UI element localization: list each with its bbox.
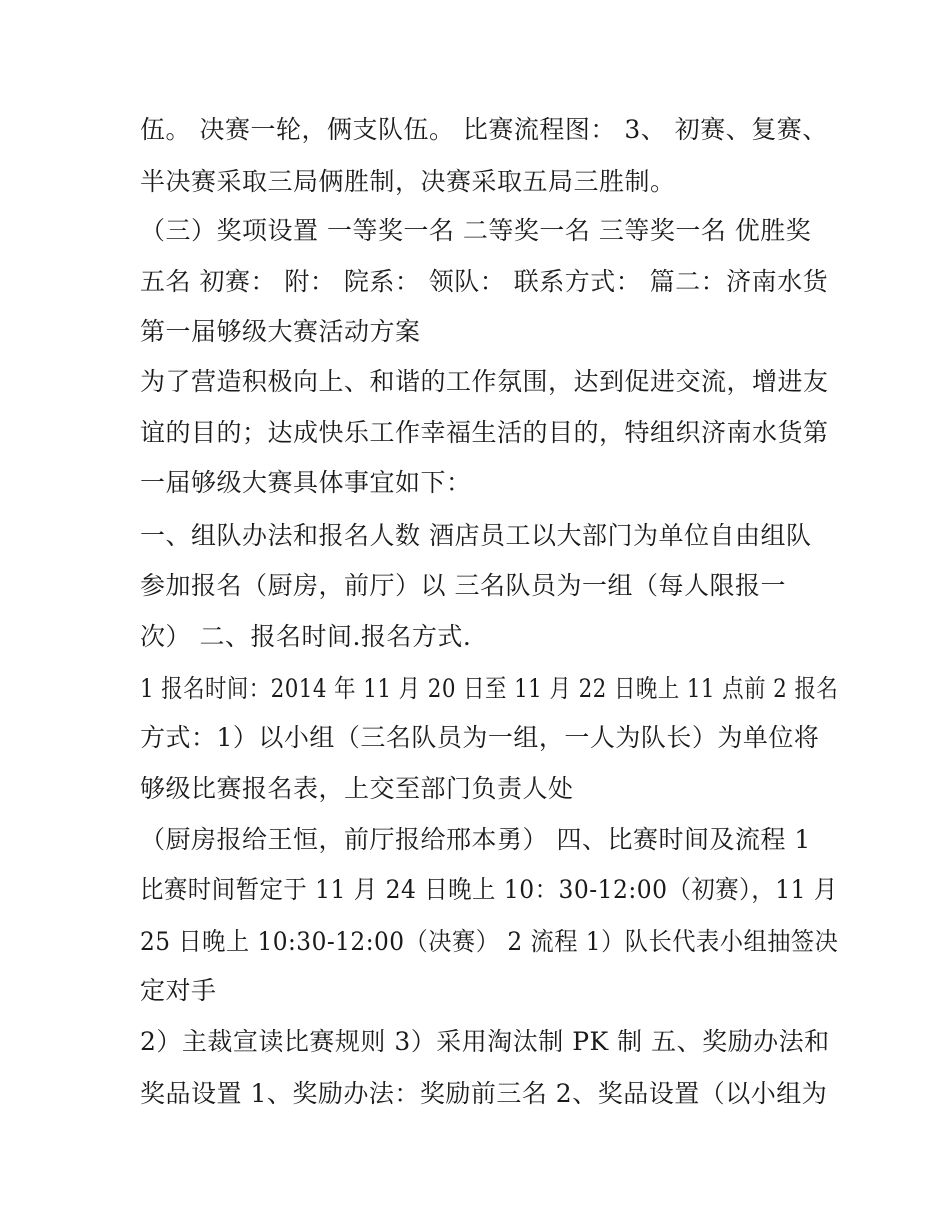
text-line: 五名 初赛： 附： 院系： 领队： 联系方式： 篇二：济南水货 (140, 267, 829, 296)
text-line: 一、组队办法和报名人数 酒店员工以大部门为单位自由组队 (140, 521, 812, 550)
text-line: 参加报名（厨房，前厅）以 三名队员为一组（每人限报一 (140, 571, 786, 600)
text-line: 比赛时间暂定于 11 月 24 日晚上 10：30-12:00（初赛），11 月 (140, 875, 838, 904)
text-line: 为了营造积极向上、和谐的工作氛围，达到促进交流，增进友 (140, 367, 829, 396)
text-line: 定对手 (140, 976, 217, 1005)
text-line: 25 日晚上 10:30-12:00（决赛） 2 流程 1）队长代表小组抽签决 (140, 927, 839, 956)
text-line: 半决赛采取三局俩胜制，决赛采取五局三胜制。 (140, 167, 676, 196)
text-line: （三）奖项设置 一等奖一名 二等奖一名 三等奖一名 优胜奖 (140, 216, 812, 245)
text-line: 次） 二、报名时间.报名方式. (140, 622, 472, 651)
text-line: （厨房报给王恒，前厅报给邢本勇） 四、比赛时间及流程 1 (140, 825, 811, 854)
text-line: 2）主裁宣读比赛规则 3）采用淘汰制 PK 制 五、奖励办法和 (140, 1027, 830, 1056)
text-line: 一届够级大赛具体事宜如下： (140, 468, 472, 497)
text-line: 奖品设置 1、奖励办法：奖励前三名 2、奖品设置（以小组为 (140, 1079, 828, 1108)
text-line: 够级比赛报名表，上交至部门负责人处 (140, 774, 574, 803)
text-line: 谊的目的；达成快乐工作幸福生活的目的，特组织济南水货第 (140, 418, 829, 447)
text-line: 1 报名时间：2014 年 11 月 20 日至 11 月 22 日晚上 11 点前 2 报名 (140, 674, 839, 703)
text-line: 伍。 决赛一轮，俩支队伍。 比赛流程图： 3、 初赛、复赛、 (140, 115, 828, 144)
text-line: 第一届够级大赛活动方案 (140, 317, 421, 346)
text-line: 方式：1）以小组（三名队员为一组，一人为队长）为单位将 (140, 723, 820, 752)
